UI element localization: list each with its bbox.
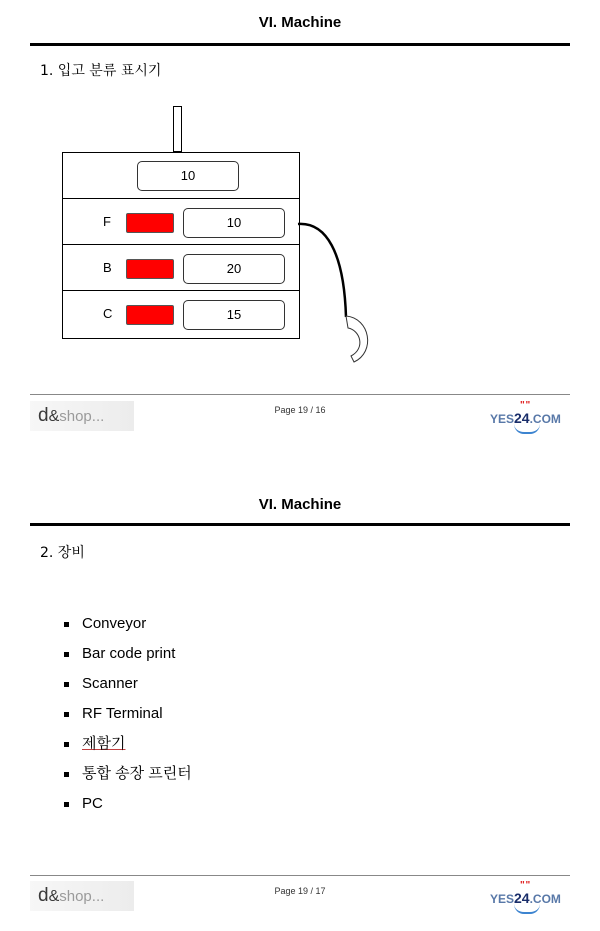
title-rule [30,43,570,46]
yes24-logo: YES24.COM " " [490,890,561,906]
footer-rule [30,394,570,395]
row-display: 20 [183,254,285,284]
document-page-1 [0,0,600,440]
row-display: 10 [183,208,285,238]
device-row-c [63,291,299,337]
row-label: B [103,260,112,275]
list-item: Conveyor [64,615,192,645]
red-lamp [126,305,174,325]
document-page-2 [0,480,600,931]
equipment-list [64,615,192,825]
sorting-indicator-device [62,152,300,339]
list-item: 통합 송장 프린터 [64,765,192,795]
row-label: F [103,214,111,229]
section-heading: 1. 입고 분류 표시기 [40,63,162,79]
row-display: 15 [183,300,285,330]
dshop-logo: d&shop... [30,401,134,431]
yes24-logo: YES24.COM " " [490,410,561,426]
page-title: VI. Machine [258,496,342,513]
page-number: Page 19 / 16 [274,405,326,415]
indicator-antenna [173,106,182,152]
device-row-b [63,245,299,291]
list-item: PC [64,795,192,825]
list-item: Bar code print [64,645,192,675]
list-item: RF Terminal [64,705,192,735]
footer-rule [30,875,570,876]
row-label: C [103,306,113,321]
title-rule [30,523,570,526]
device-row-f [63,199,299,245]
device-top-row [63,153,299,199]
page-number: Page 19 / 17 [274,886,326,896]
section-heading: 2. 장비 [40,545,85,561]
cable-hook-icon [296,212,386,372]
red-lamp [126,259,174,279]
dshop-logo: d&shop... [30,881,134,911]
list-item: 제함기 [64,735,192,765]
top-display: 10 [137,161,239,191]
page-title: VI. Machine [258,14,342,31]
list-item: Scanner [64,675,192,705]
red-lamp [126,213,174,233]
